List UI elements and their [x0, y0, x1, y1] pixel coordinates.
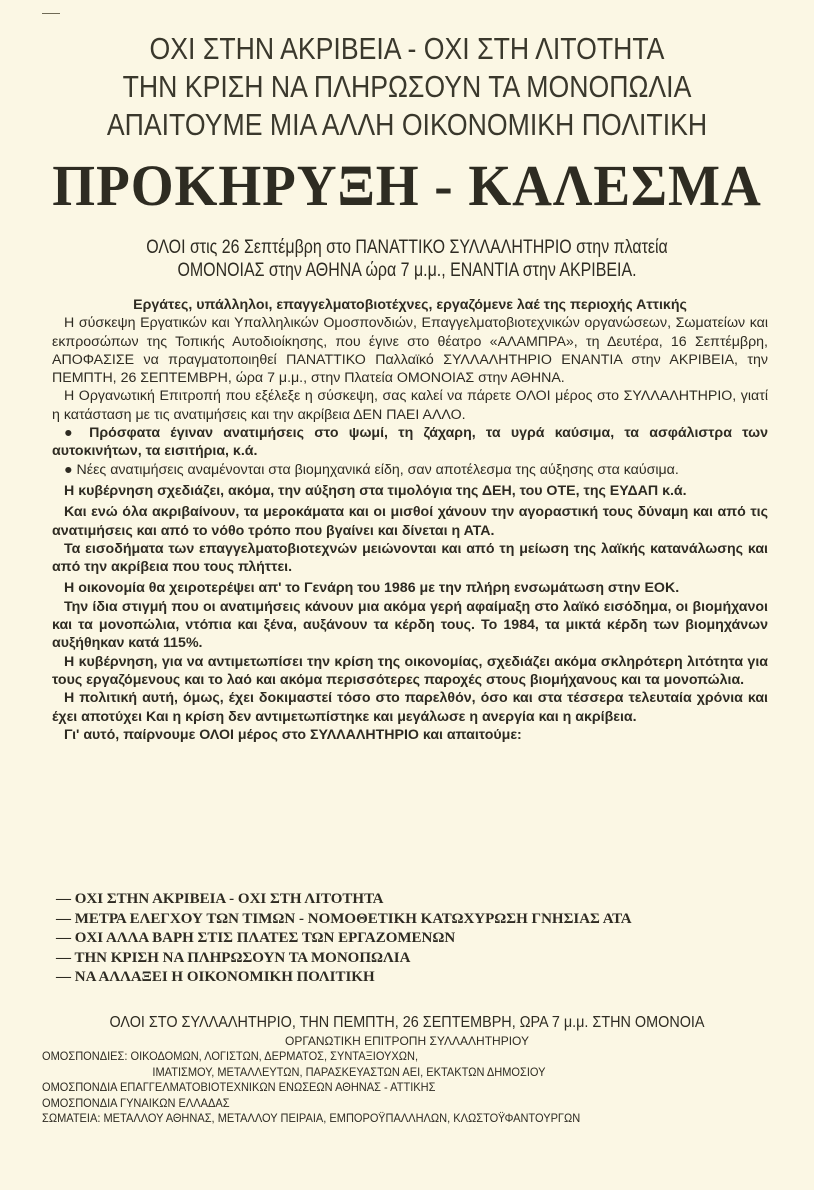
slogan-block: [57, 30, 757, 144]
federations-line: ΟΜΟΣΠΟΝΔΙΕΣ: ΟΙΚΟΔΟΜΩΝ, ΛΟΓΙΣΤΩΝ, ΔΕΡΜΑΤΟΣ, ΣΥΝΤΑΞΙΟΥΧΩΝ,: [42, 1049, 419, 1063]
paragraph: Η οικονομία θα χειροτερέψει απ' το Γενάρη του 1986 με την πλήρη ενσωμάτωση στην ΕΟΚ.: [64, 580, 680, 597]
paragraph: Και ενώ όλα ακριβαίνουν, τα μεροκάματα και οι μισθοί χάνουν την αγοραστική τους δύναμη και από τις ανατιμήσεις και από το νόθο τρόπο που βγαίνει και δίνεται η ΑΤΑ.: [52, 504, 768, 539]
bullet-icon: ●: [64, 461, 73, 478]
print-mark: [42, 13, 60, 14]
demand-item: — ΟΧΙ ΣΤΗΝ ΑΚΡΙΒΕΙΑ - ΟΧΙ ΣΤΗ ΛΙΤΟΤΗΤΑ: [56, 891, 384, 907]
demand-item: — ΝΑ ΑΛΛΑΞΕΙ Η ΟΙΚΟΝΟΜΙΚΗ ΠΟΛΙΤΙΚΗ: [56, 969, 375, 985]
slogan-line: ΑΠΑΙΤΟΥΜΕ ΜΙΑ ΑΛΛΗ ΟΙΚΟΝΟΜΙΚΗ ΠΟΛΙΤΙΚΗ: [106, 107, 708, 142]
paragraph: Η πολιτική αυτή, όμως, έχει δοκιμαστεί τόσο στο παρελθόν, όσο και στα τέσσερα τελευταία χρόνια και έχει αποτύχει Και η κρίση δεν αντιμετωπίστηκε και μεγάλωσε η ανεργία και η ακρίβεια.: [52, 690, 768, 725]
bullet-paragraph: [52, 424, 768, 461]
organizing-committee: ΟΡΓΑΝΩΤΙΚΗ ΕΠΙΤΡΟΠΗ ΣΥΛΛΑΛΗΤΗΡΙΟΥ: [284, 1034, 530, 1048]
page-title: ΠΡΟΚΗΡΥΞΗ - ΚΑΛΕΣΜΑ: [52, 153, 762, 218]
callout-line: ΟΛΟΙ στις 26 Σεπτέμβρη στο ΠΑΝΑΤΤΙΚΟ ΣΥΛΛΑΛΗΤΗΡΙΟ στην πλατεία: [146, 237, 668, 258]
demands-list: [56, 890, 756, 988]
slogan-line: ΤΗΝ ΚΡΙΣΗ ΝΑ ΠΛΗΡΩΣΟΥΝ ΤΑ ΜΟΝΟΠΩΛΙΑ: [122, 69, 692, 104]
bullet-paragraph: [52, 461, 768, 479]
body-text: [52, 296, 768, 744]
paragraph: Η κυβέρνηση, για να αντιμετωπίσει την κρίση της οικονομίας, σχεδιάζει ακόμα σκληρότερη λιτότητα για τους εργαζόμενους και το λαό και ακόμα περισσότερες παροχές στους βιομήχανους και τα μονοπώλια.: [52, 653, 768, 688]
paragraph: Τα εισοδήματα των επαγγελματοβιοτεχνών μειώνονται και από τη μείωση της λαϊκής κατανάλωσης και από την ακρίβεια που τους πλήττει.: [52, 540, 768, 576]
demand-item: — ΟΧΙ ΑΛΛΑ ΒΑΡΗ ΣΤΙΣ ΠΛΑΤΕΣ ΤΩΝ ΕΡΓΑΖΟΜΕΝΩΝ: [56, 930, 456, 946]
rally-callout: [65, 236, 749, 282]
slogan-line: ΟΧΙ ΣΤΗΝ ΑΚΡΙΒΕΙΑ - ΟΧΙ ΣΤΗ ΛΙΤΟΤΗΤΑ: [149, 31, 665, 66]
demand-item: — ΤΗΝ ΚΡΙΣΗ ΝΑ ΠΛΗΡΩΣΟΥΝ ΤΑ ΜΟΝΟΠΩΛΙΑ: [56, 949, 411, 966]
paragraph: Την ίδια στιγμή που οι ανατιμήσεις κάνουν μια ακόμα γερή αφαίμαξη στο λαϊκό εισόδημα, οι βιομήχανοι και τα μονοπώλια, ντόπια και ξένα, αυξάνουν τα κέρδη τους. Το 1984, τα μικτά κέρδη των βιομηχάνων αυξήθηκαν κατά 115%.: [52, 598, 768, 652]
bullet-text: Πρόσφατα έγιναν ανατιμήσεις στο ψωμί, τη ζάχαρη, τα υγρά καύσιμα, τα ασφάλιστρα των αυτοκινήτων, τα εισιτήρια, κ.ά.: [52, 425, 768, 460]
paragraph: Η Οργανωτική Επιτροπή που εξέλεξε η σύσκεψη, σας καλεί να πάρετε ΟΛΟΙ μέρος στο ΣΥΛΛΑΛΗΤΗΡΙΟ, γιατί η κατάσταση με τις ανατιμήσεις και την ακρίβεια ΔΕΝ ΠΑΕΙ ΑΛΛΟ.: [52, 388, 768, 423]
address-line: Εργάτες, υπάλληλοι, επαγγελματοβιοτέχνες, εργαζόμενε λαέ της περιοχής Αττικής: [133, 297, 687, 313]
paragraph: Η κυβέρνηση σχεδιάζει, ακόμα, την αύξηση στα τιμολόγια της ΔΕΗ, του ΟΤΕ, της ΕΥΔΑΠ κ.ά.: [64, 482, 687, 499]
federations-line: ΙΜΑΤΙΣΜΟΥ, ΜΕΤΑΛΛΕΥΤΩΝ, ΠΑΡΑΣΚΕΥΑΣΤΩΝ ΑΕΙ, ΕΚΤΑΚΤΩΝ ΔΗΜΟΣΙΟΥ: [152, 1064, 546, 1079]
paragraph: Η σύσκεψη Εργατικών και Υπαλληλικών Ομοσπονδιών, Επαγγελματοβιοτεχνικών οργανώσεων, Σωματείων και εκπροσώπων της Τοπικής Αυτοδιοίκησης, που έγινε στο θέατρο «ΑΛΑΜΠΡΑ», τη Δευτέρα, 16 Σεπτέμβρη, ΑΠΟΦΑΣΙΣΕ να πραγματοποιηθεί ΠΑΝΑΤΤΙΚΟ Παλλαϊκό ΣΥΛΛΑΛΗΤΗΡΙΟ ΕΝΑΝΤΙΑ στην ΑΚΡΙΒΕΙΑ, την ΠΕΜΠΤΗ, 26 ΣΕΠΤΕΜΒΡΗ, ώρα 7 μ.μ., στην Πλατεία ΟΜΟΝΟΙΑΣ στην ΑΘΗΝΑ.: [52, 315, 768, 387]
signatories-footer: [42, 1012, 772, 1127]
footer-rally-line: ΟΛΟΙ ΣΤΟ ΣΥΛΛΑΛΗΤΗΡΙΟ, ΤΗΝ ΠΕΜΠΤΗ, 26 ΣΕΠΤΕΜΒΡΗ, ΩΡΑ 7 μ.μ. ΣΤΗΝ ΟΜΟΝΟΙΑ: [109, 1014, 705, 1031]
paragraph: Γι' αυτό, παίρνουμε ΟΛΟΙ μέρος στο ΣΥΛΛΑΛΗΤΗΡΙΟ και απαιτούμε:: [64, 726, 522, 743]
demand-item: — ΜΕΤΡΑ ΕΛΕΓΧΟΥ ΤΩΝ ΤΙΜΩΝ - ΝΟΜΟΘΕΤΙΚΗ ΚΑΤΩΧΥΡΩΣΗ ΓΝΗΣΙΑΣ ΑΤΑ: [56, 910, 632, 927]
unions-line: ΣΩΜΑΤΕΙΑ: ΜΕΤΑΛΛΟΥ ΑΘΗΝΑΣ, ΜΕΤΑΛΛΟΥ ΠΕΙΡΑΙΑ, ΕΜΠΟΡΟΫΠΑΛΛΗΛΩΝ, ΚΛΩΣΤΟΫΦΑΝΤΟΥΡΓΩΝ: [42, 1111, 581, 1125]
bullet-text: Νέες ανατιμήσεις αναμένονται στα βιομηχανικά είδη, σαν αποτέλεσμα της αύξησης στα καύσιμα.: [76, 461, 679, 478]
callout-line: ΟΜΟΝΟΙΑΣ στην ΑΘΗΝΑ ώρα 7 μ.μ., ΕΝΑΝΤΙΑ στην ΑΚΡΙΒΕΙΑ.: [177, 260, 637, 281]
federation-craftsmen: ΟΜΟΣΠΟΝΔΙΑ ΕΠΑΓΓΕΛΜΑΤΟΒΙΟΤΕΧΝΙΚΩΝ ΕΝΩΣΕΩΝ ΑΘΗΝΑΣ - ΑΤΤΙΚΗΣ: [42, 1080, 436, 1094]
bullet-icon: ●: [64, 425, 79, 442]
federation-women: ΟΜΟΣΠΟΝΔΙΑ ΓΥΝΑΙΚΩΝ ΕΛΛΑΔΑΣ: [42, 1095, 230, 1110]
